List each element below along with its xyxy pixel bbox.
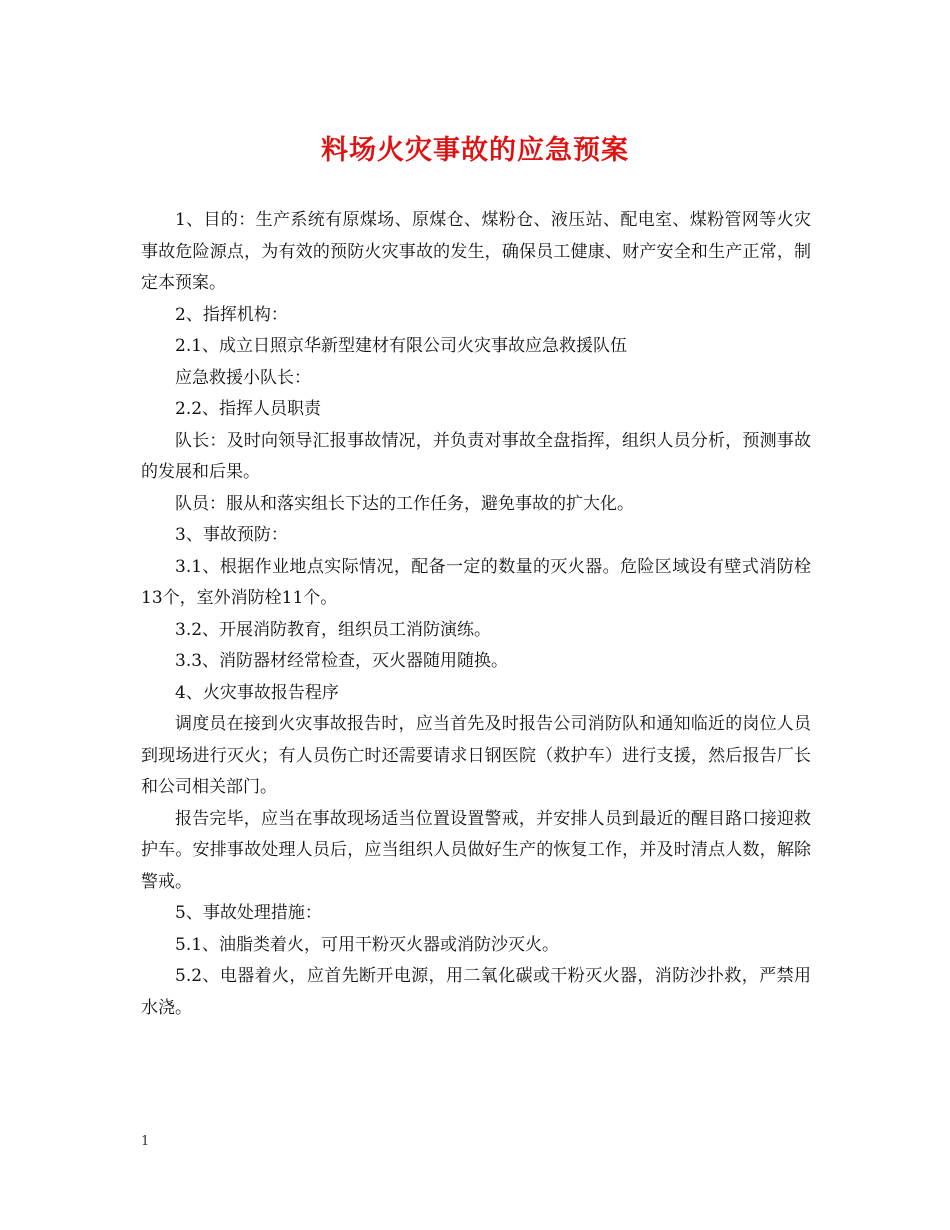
- document-title: 料场火灾事故的应急预案: [321, 135, 629, 166]
- paragraph: 2.1、成立日照京华新型建材有限公司火灾事故应急救援队伍: [175, 336, 628, 356]
- paragraph: 队员：服从和落实组长下达的工作任务，避免事故的扩大化。: [175, 493, 634, 514]
- paragraph: 2.2、指挥人员职责: [175, 399, 322, 419]
- paragraph: 4、火灾事故报告程序: [175, 682, 339, 703]
- paragraph: 应急救援小队长：: [175, 367, 311, 388]
- paragraph: 5.1、油脂类着火，可用干粉灭火器或消防沙灭火。: [175, 934, 560, 955]
- paragraph: 2、指挥机构：: [175, 304, 288, 325]
- page-number: 1: [141, 1134, 150, 1149]
- paragraph: 队长：及时向领导汇报事故情况，并负责对事故全盘指挥，组织人员分析，预测事故的发展和后果。: [141, 430, 811, 482]
- paragraph: 5.2、电器着火，应首先断开电源，用二氧化碳或干粉灭火器，消防沙扑救，严禁用水浇。: [141, 966, 811, 1018]
- paragraph: 报告完毕，应当在事故现场适当位置设置警戒，并安排人员到最近的醒目路口接迎救护车。安排事故处理人员后，应当组织人员做好生产的恢复工作，并及时清点人数，解除警戒。: [141, 808, 811, 892]
- paragraph: 3.1、根据作业地点实际情况，配备一定的数量的灭火器。危险区域设有壁式消防栓13个，室外消防栓11个。: [141, 556, 811, 608]
- paragraph: 3、事故预防：: [175, 525, 288, 545]
- paragraph: 5、事故处理措施：: [175, 903, 322, 923]
- paragraph: 3.2、开展消防教育，组织员工消防演练。: [175, 619, 492, 640]
- document-body: [141, 205, 811, 1024]
- paragraph: 3.3、消防器材经常检查，灭火器随用随换。: [175, 651, 509, 671]
- paragraph: 1、目的：生产系统有原煤场、原煤仓、煤粉仓、液压站、配电室、煤粉管网等火灾事故危险源点，为有效的预防火灾事故的发生，确保员工健康、财产安全和生产正常，制定本预案。: [141, 210, 811, 293]
- paragraph: 调度员在接到火灾事故报告时，应当首先及时报告公司消防队和通知临近的岗位人员到现场进行灭火；有人员伤亡时还需要请求日钢医院（救护车）进行支援，然后报告厂长和公司相关部门。: [141, 714, 811, 797]
